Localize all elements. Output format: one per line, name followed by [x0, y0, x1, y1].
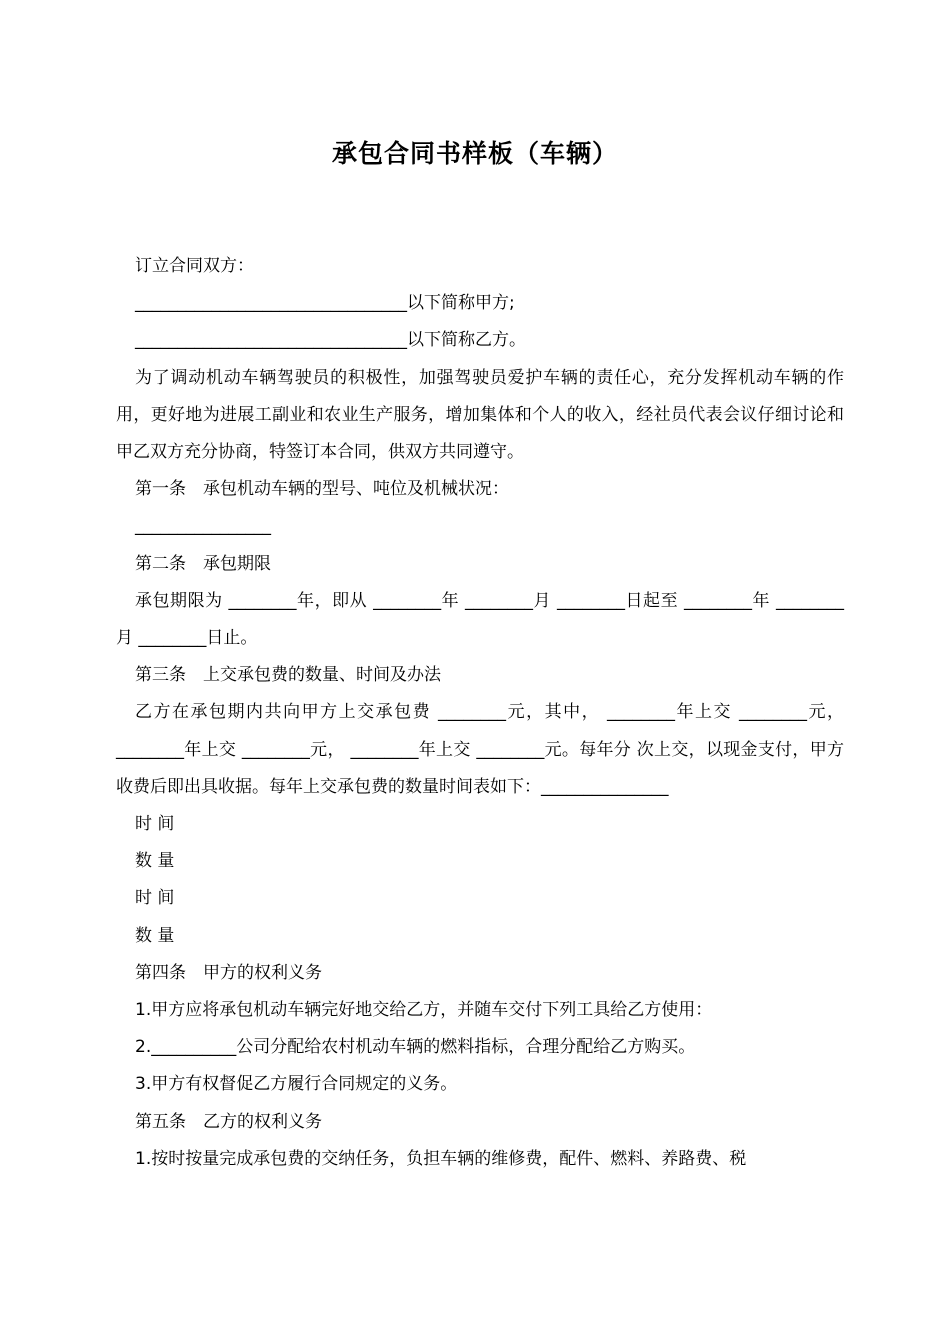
document-body — [116, 248, 844, 1178]
article-2-heading: 第二条 承包期限 — [135, 553, 271, 574]
party-a-line: ________________________________以下简称甲方; — [135, 293, 515, 314]
fee-payment-paragraph: 乙方在承包期内共向甲方上交承包费 ________元，其中， ________年上交 ________元， ________年上交 ________元， ________年上交 ________元。每年分 次上交，以现金支付，甲方收费后即出具收据。每年上交承包费的数量时间表如下：_______________ — [116, 702, 844, 797]
preamble-paragraph: 为了调动机动车辆驾驶员的积极性，加强驾驶员爱护车辆的责任心，充分发挥机动车辆的作用，更好地为进展工副业和农业生产服务，增加集体和个人的收入，经社员代表会议仔细讨论和甲乙双方充分协商，特签订本合同，供双方共同遵守。 — [116, 367, 844, 463]
party-b-line: ________________________________以下简称乙方。 — [135, 330, 526, 351]
schedule-time-label: 时 间 — [135, 814, 175, 835]
article-5-heading: 第五条 乙方的权利义务 — [135, 1111, 322, 1132]
document-title: 承包合同书样板（车辆） — [331, 139, 618, 168]
article-1-blank: ________________ — [135, 516, 271, 537]
article-4-item-2: 2.__________公司分配给农村机动车辆的燃料指标，合理分配给乙方购买。 — [135, 1037, 696, 1058]
article-4-item-1: 1.甲方应将承包机动车辆完好地交给乙方，并随车交付下列工具给乙方使用： — [135, 1000, 713, 1021]
schedule-time-label: 时 间 — [135, 888, 175, 909]
contract-term-paragraph: 承包期限为 ________年，即从 ________年 ________月 ________日起至 ________年 ________月 ________日止。 — [116, 590, 844, 649]
article-4-item-3: 3.甲方有权督促乙方履行合同规定的义务。 — [135, 1074, 458, 1095]
article-1-heading: 第一条 承包机动车辆的型号、吨位及机械状况： — [135, 479, 509, 500]
schedule-amount-label: 数 量 — [135, 851, 175, 872]
contract-parties-heading: 订立合同双方： — [135, 256, 254, 276]
schedule-amount-label: 数 量 — [135, 925, 175, 946]
article-3-heading: 第三条 上交承包费的数量、时间及办法 — [135, 665, 441, 686]
article-4-heading: 第四条 甲方的权利义务 — [135, 962, 322, 983]
article-5-item-1: 1.按时按量完成承包费的交纳任务，负担车辆的维修费，配件、燃料、养路费、税 — [135, 1148, 747, 1169]
